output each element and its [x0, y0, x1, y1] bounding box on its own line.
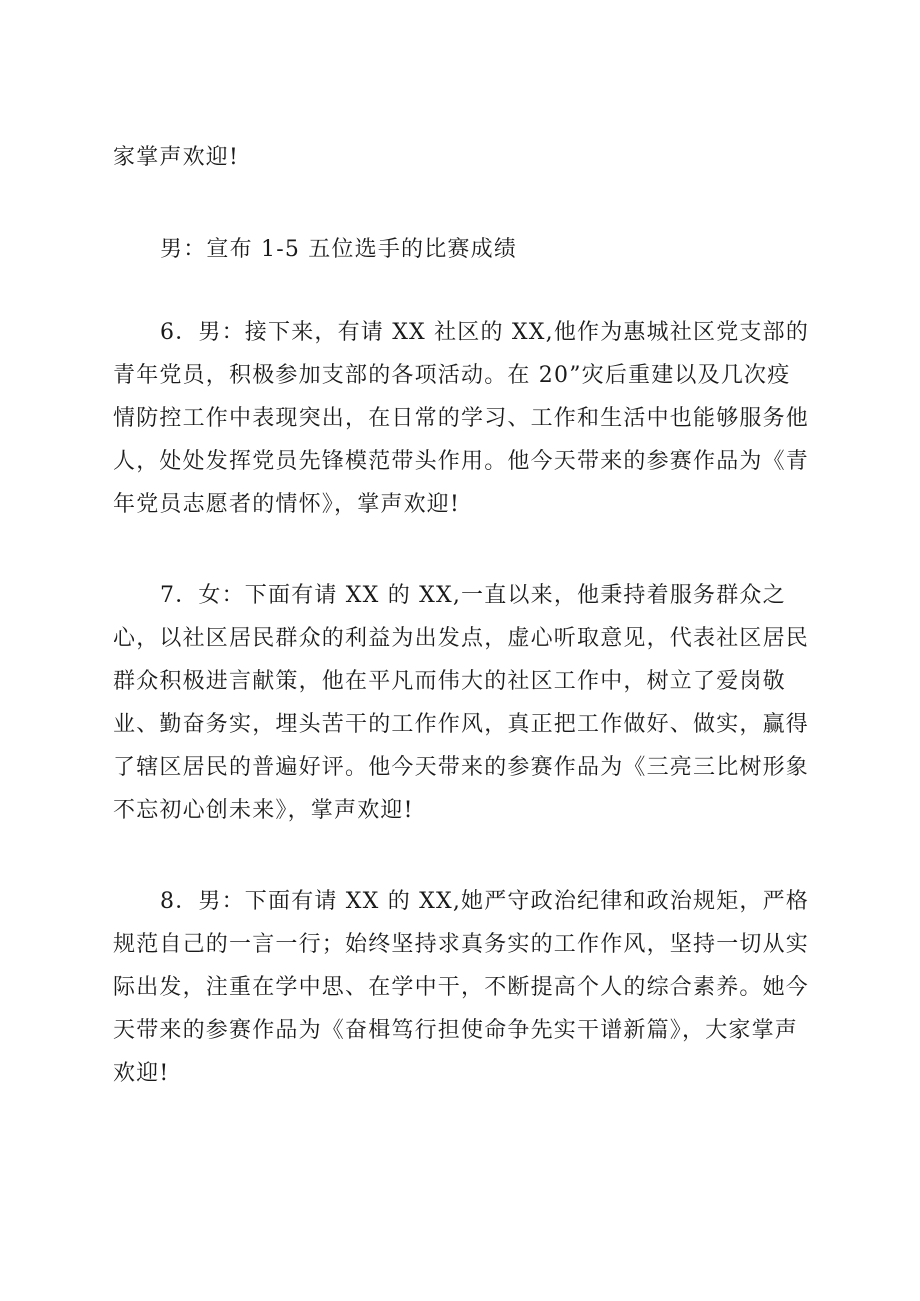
text-line: 天带来的参赛作品为《奋楫笃行担使命争先实干谱新篇》，大家掌声: [113, 1018, 799, 1043]
text-line: 6．男：接下来，有请 XX 社区的 XX,他作为惠城社区党支部的: [160, 320, 810, 345]
text-line: 群众积极进言献策，他在平凡而伟大的社区工作中，树立了爱岗敬: [113, 669, 786, 694]
text-line: 8．男：下面有请 XX 的 XX,她严守政治纪律和政治规矩，严格: [160, 889, 810, 914]
text-line: 家掌声欢迎!: [113, 145, 240, 170]
text-line: 男：宣布 1-5 五位选手的比赛成绩: [160, 237, 518, 262]
text-line: 心，以社区居民群众的利益为出发点，虚心听取意见，代表社区居民: [113, 626, 810, 651]
text-line: 不忘初心创未来》，掌声欢迎!: [113, 798, 414, 823]
text-line: 人，处处发挥党员先锋模范带头作用。他今天带来的参赛作品为《青: [113, 449, 810, 474]
text-line: 青年党员，积极参加支部的各项活动。在 20”灾后重建以及几次疫: [113, 363, 791, 388]
text-line: 际出发，注重在学中思、在学中干，不断提高个人的综合素养。她今: [113, 975, 810, 1000]
text-line: 年党员志愿者的情怀》，掌声欢迎!: [113, 492, 461, 517]
text-line: 情防控工作中表现突出，在日常的学习、工作和生活中也能够服务他: [113, 406, 810, 431]
text-line: 了辖区居民的普遍好评。他今天带来的参赛作品为《三亮三比树形象: [113, 755, 810, 780]
text-line: 欢迎!: [113, 1061, 170, 1086]
text-line: 业、勤奋务实，埋头苦干的工作作风，真正把工作做好、做实，赢得: [113, 712, 810, 737]
text-line: 7．女：下面有请 XX 的 XX,一直以来，他秉持着服务群众之: [160, 583, 786, 608]
text-line: 规范自己的一言一行；始终坚持求真务实的工作作风，坚持一切从实: [113, 932, 810, 957]
